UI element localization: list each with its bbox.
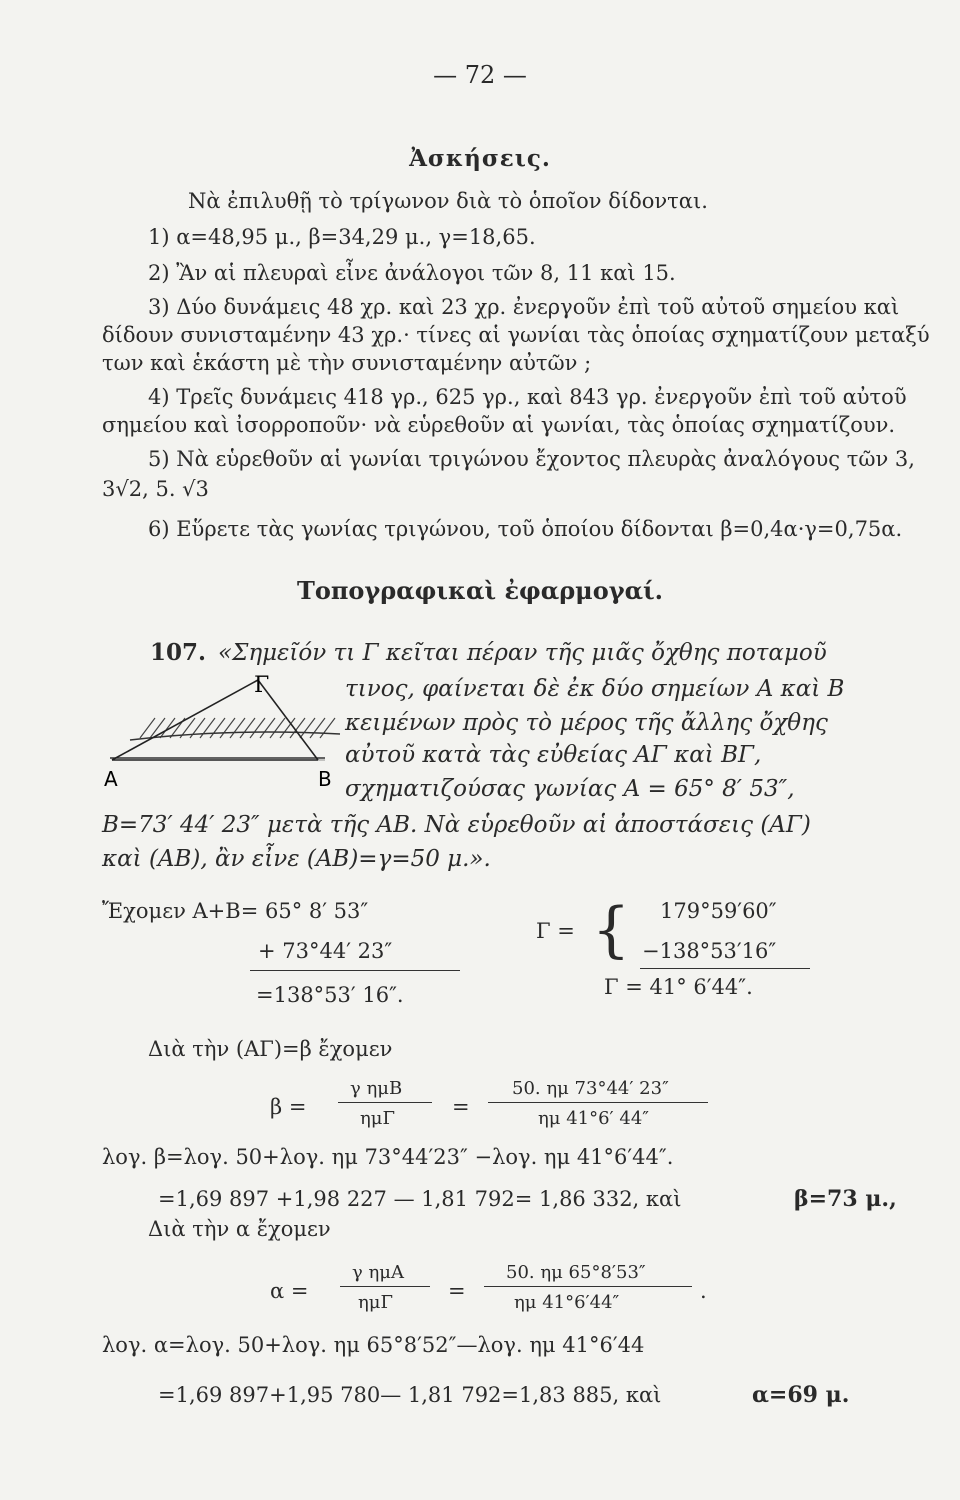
sum-line-3: =138°53′ 16″. <box>256 983 404 1007</box>
brace-icon: { <box>592 895 631 965</box>
beta-result: β=73 μ., <box>794 1186 897 1212</box>
problem-line-1: «Σημεῖόν τι Γ κεῖται πέραν τῆς μιᾶς ὄχθης ποταμοῦ <box>218 640 827 666</box>
problem-line-7: καὶ (ΑΒ), ἂν εἶνε (ΑΒ)=γ=50 μ.». <box>102 846 491 872</box>
log-beta-line-2: =1,69 897 +1,98 227 — 1,81 792= 1,86 332, καὶ <box>158 1187 682 1211</box>
problem-line-4: αὐτοῦ κατὰ τὰς εὐθείας ΑΓ καὶ ΒΓ, <box>345 742 762 768</box>
exercise-6: 6) Εὕρετε τὰς γωνίας τριγώνου, τοῦ ὁποίου δίδονται β=0,4α·γ=0,75α. <box>148 517 903 541</box>
gamma-rule <box>640 968 810 969</box>
alpha-fraction-bar-2 <box>484 1286 692 1287</box>
line-a-gamma <box>112 680 258 760</box>
alpha-numerator-2: 50. ημ 65°8′53″ <box>506 1262 646 1283</box>
exercise-1: 1) α=48,95 μ., β=34,29 μ., γ=18,65. <box>148 225 536 249</box>
exercise-2: 2) Ἂν αἱ πλευραὶ εἶνε ἀνάλογοι τῶν 8, 11 καὶ 15. <box>148 261 676 285</box>
gamma-result: Γ = 41° 6′44″. <box>604 975 753 999</box>
exercise-3-line-1: 3) Δύο δυνάμεις 48 χρ. καὶ 23 χρ. ἐνεργοῦν ἐπὶ τοῦ αὐτοῦ σημείου καὶ <box>148 295 900 319</box>
sum-rule <box>250 970 460 971</box>
beta-lhs: β = <box>270 1095 307 1119</box>
exercise-3-line-3: των καὶ ἑκάστη μὲ τὴν συνισταμένην αὐτῶν ; <box>102 351 592 375</box>
label-b: B <box>318 767 332 791</box>
exercises-heading: Ἀσκήσεις. <box>409 145 551 172</box>
beta-intro: Διὰ τὴν (ΑΓ)=β ἔχομεν <box>148 1037 393 1061</box>
alpha-lhs: α = <box>270 1279 309 1303</box>
exercise-4-line-1: 4) Τρεῖς δυνάμεις 418 γρ., 625 γρ., καὶ 843 γρ. ἐνεργοῦν ἐπὶ τοῦ αὐτοῦ <box>148 385 907 409</box>
log-alpha-line-1: λογ. α=λογ. 50+λογ. ημ 65°8′52″—λογ. ημ 41°6′44 <box>102 1333 645 1357</box>
sum-line-1: Ἔχομεν Α+Β= 65° 8′ 53″ <box>102 899 369 923</box>
beta-fraction-bar-2 <box>488 1102 708 1103</box>
beta-denominator-2: ημ 41°6′ 44″ <box>538 1108 649 1129</box>
label-gamma: Γ <box>254 673 270 698</box>
alpha-result: α=69 μ. <box>752 1382 850 1408</box>
problem-number: 107. <box>150 639 207 666</box>
exercise-5-line-1: 5) Νὰ εὑρεθοῦν αἱ γωνίαι τριγώνου ἔχοντος πλευρὰς ἀναλόγους τῶν 3, <box>148 447 915 471</box>
alpha-dot: . <box>700 1279 707 1303</box>
exercise-5-line-2: 3√2, 5. √3 <box>102 477 209 501</box>
alpha-denominator-2: ημ 41°6′44″ <box>514 1292 620 1313</box>
alpha-fraction-bar-1 <box>340 1286 430 1287</box>
problem-line-2: τινος, φαίνεται δὲ ἐκ δύο σημείων Α καὶ Β <box>345 676 845 702</box>
gamma-line-1: 179°59′60″ <box>660 899 777 923</box>
problem-line-6: Β=73′ 44′ 23″ μετὰ τῆς ΑΒ. Νὰ εὑρεθοῦν αἱ ἀποστάσεις (ΑΓ) <box>102 812 811 838</box>
gamma-label: Γ = <box>536 919 575 943</box>
beta-denominator-1: ημΓ <box>360 1108 395 1129</box>
beta-numerator-1: γ ημΒ <box>350 1078 403 1099</box>
beta-fraction-bar-1 <box>338 1102 432 1103</box>
exercise-3-line-2: δίδουν συνισταμένην 43 χρ.· τίνες αἱ γωνίαι τὰς ὁποίας σχηματίζουν μεταξύ <box>102 323 930 347</box>
gamma-line-2: −138°53′16″ <box>642 939 777 963</box>
problem-line-3: κειμένων πρὸς τὸ μέρος τῆς ἄλλης ὄχθης <box>345 710 828 736</box>
label-a: A <box>104 767 118 791</box>
page-number: — 72 — <box>433 61 527 89</box>
alpha-numerator-1: γ ημΑ <box>352 1262 404 1283</box>
exercise-4-line-2: σημείου καὶ ἰσορροποῦν· νὰ εὑρεθοῦν αἱ γωνίαι, τὰς ὁποίας σχηματίζουν. <box>102 413 896 437</box>
exercises-intro: Νὰ ἐπιλυθῇ τὸ τρίγωνον διὰ τὸ ὁποῖον δίδονται. <box>188 189 708 213</box>
alpha-intro: Διὰ τὴν α ἔχομεν <box>148 1217 331 1241</box>
river-triangle-figure <box>100 668 345 798</box>
beta-equals: = <box>452 1095 470 1119</box>
beta-numerator-2: 50. ημ 73°44′ 23″ <box>512 1078 669 1099</box>
section-heading: Τοπογραφικαὶ ἐφαρμογαί. <box>296 576 664 605</box>
log-beta-line-1: λογ. β=λογ. 50+λογ. ημ 73°44′23″ −λογ. ημ 41°6′44″. <box>102 1145 674 1169</box>
problem-line-5: σχηματιζούσας γωνίας Α = 65° 8′ 53″, <box>345 776 795 802</box>
alpha-equals: = <box>448 1279 466 1303</box>
alpha-denominator-1: ημΓ <box>358 1292 393 1313</box>
sum-line-2: + 73°44′ 23″ <box>258 939 393 963</box>
log-alpha-line-2: =1,69 897+1,95 780— 1,81 792=1,83 885, καὶ <box>158 1383 662 1407</box>
